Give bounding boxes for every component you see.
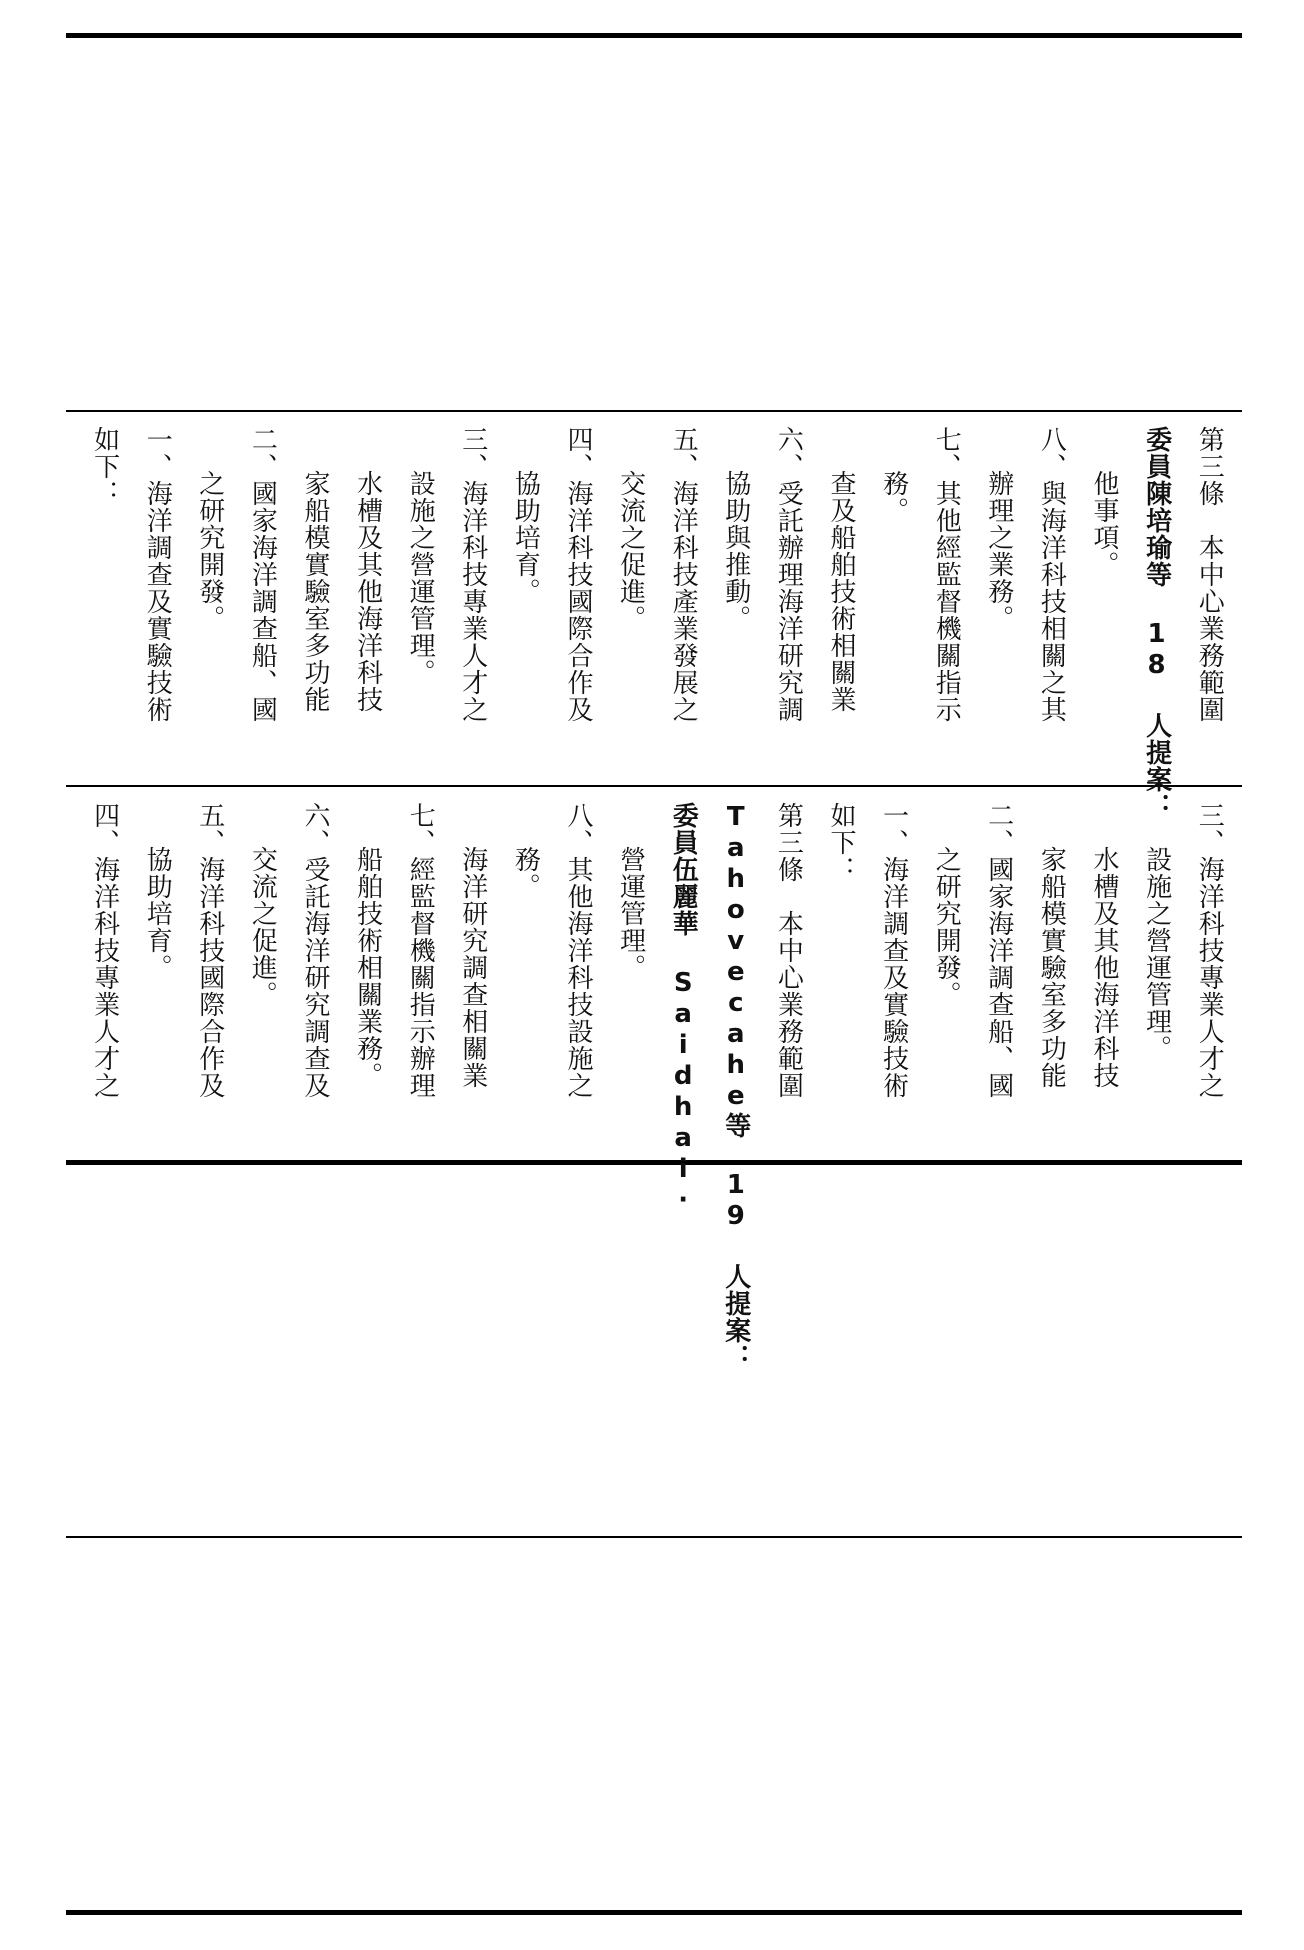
text-line: 之研究開發。 bbox=[194, 470, 225, 632]
text-line: 他事項。 bbox=[1088, 470, 1119, 578]
text-line: 交流之促進。 bbox=[615, 470, 646, 632]
text-line: 八、與海洋科技相關之其 bbox=[1036, 426, 1067, 723]
table-row-divider bbox=[66, 785, 1242, 787]
text-line: 務。 bbox=[510, 846, 541, 900]
text-line: 水槽及其他海洋科技 bbox=[352, 470, 383, 713]
text-line: 水槽及其他海洋科技 bbox=[1088, 846, 1119, 1089]
text-line: 海洋研究調查相關業 bbox=[457, 846, 488, 1089]
text-line: 四、海洋科技國際合作及 bbox=[562, 426, 593, 723]
text-line: 四、海洋科技專業人才之 bbox=[89, 802, 120, 1099]
text-line: 二、國家海洋調查船、國 bbox=[247, 426, 278, 723]
text-line: 如下： bbox=[89, 426, 120, 507]
text-line: 家船模實驗室多功能 bbox=[299, 470, 330, 713]
text-line: 一、海洋調查及實驗技術 bbox=[878, 802, 909, 1099]
text-line: 協助培育。 bbox=[510, 470, 541, 605]
text-line: 五、海洋科技國際合作及 bbox=[194, 802, 225, 1099]
text-line: 如下： bbox=[825, 802, 856, 883]
table-row-divider bbox=[66, 1160, 1242, 1165]
table-row-divider bbox=[66, 1536, 1242, 1538]
table-cell bbox=[66, 800, 1242, 1371]
text-line: 設施之營運管理。 bbox=[1141, 846, 1172, 1062]
text-line: 船舶技術相關業務。 bbox=[352, 846, 383, 1089]
text-line: 五、海洋科技產業發展之 bbox=[668, 426, 699, 723]
text-line: 八、其他海洋科技設施之 bbox=[562, 802, 593, 1099]
table-row-divider bbox=[66, 410, 1242, 412]
text-line: 務。 bbox=[878, 470, 909, 524]
text-line: 六、受託辦理海洋研究調 bbox=[773, 426, 804, 723]
bottom-border bbox=[66, 1910, 1242, 1915]
text-line: 第三條 本中心業務範圍 bbox=[1194, 426, 1225, 723]
text-line: 六、受託海洋研究調查及 bbox=[299, 802, 330, 1099]
table-cell bbox=[66, 424, 1242, 820]
text-line: 委員陳培瑜等 18 人提案： bbox=[1141, 426, 1172, 820]
text-line: Tahovecahe等 19 人提案： bbox=[720, 802, 751, 1371]
text-line: 家船模實驗室多功能 bbox=[1036, 846, 1067, 1089]
text-line: 查及船舶技術相關業 bbox=[825, 470, 856, 713]
text-line: 七、經監督機關指示辦理 bbox=[405, 802, 436, 1099]
text-line: 辦理之業務。 bbox=[983, 470, 1014, 632]
text-line: 協助與推動。 bbox=[720, 470, 751, 632]
text-line: 七、其他經監督機關指示 bbox=[931, 426, 962, 723]
text-line: 第三條 本中心業務範圍 bbox=[773, 802, 804, 1099]
top-border bbox=[66, 33, 1242, 38]
text-line: 三、海洋科技專業人才之 bbox=[1194, 802, 1225, 1099]
text-line: 營運管理。 bbox=[615, 846, 646, 981]
text-line: 一、海洋調查及實驗技術 bbox=[142, 426, 173, 723]
text-line: 三、海洋科技專業人才之 bbox=[457, 426, 488, 723]
text-line: 協助培育。 bbox=[142, 846, 173, 981]
text-line: 交流之促進。 bbox=[247, 846, 278, 1008]
text-line: 委員伍麗華 Saidhai‧ bbox=[668, 802, 699, 1216]
text-line: 設施之營運管理。 bbox=[405, 470, 436, 686]
text-line: 之研究開發。 bbox=[931, 846, 962, 1008]
text-line: 二、國家海洋調查船、國 bbox=[983, 802, 1014, 1099]
